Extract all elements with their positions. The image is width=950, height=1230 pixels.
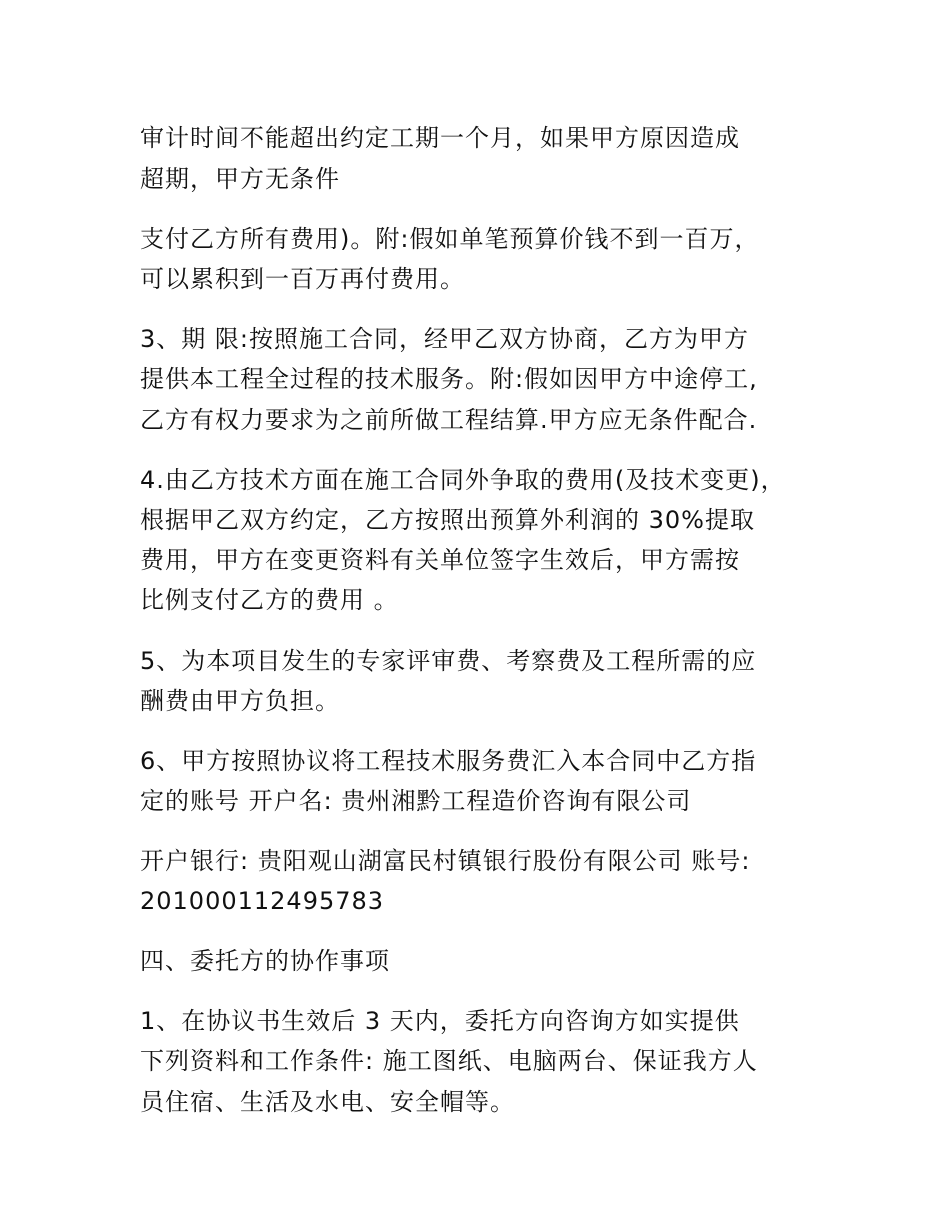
text-line: 超期，甲方无条件 (140, 165, 340, 193)
text-line: 根据甲乙双方约定，乙方按照出预算外利润的 30%提取 (140, 506, 755, 534)
text-line: 支付乙方所有费用)。附:假如单笔预算价钱不到一百万， (140, 225, 760, 253)
text-line: 费用，甲方在变更资料有关单位签字生效后，甲方需按 (140, 546, 740, 574)
section-heading: 四、委托方的协作事项 (140, 947, 390, 975)
text-line: 审计时间不能超出约定工期一个月，如果甲方原因造成 (140, 124, 740, 152)
text-line: 下列资料和工作条件: 施工图纸、电脑两台、保证我方人 (140, 1047, 758, 1075)
text-line: 酬费由甲方负担。 (140, 687, 340, 715)
text-line: 1、在协议书生效后 3 天内，委托方向咨询方如实提供 (140, 1007, 740, 1035)
text-line: 比例支付乙方的费用 。 (140, 586, 399, 614)
text-line: 定的账号 开户名: 贵州湘黔工程造价咨询有限公司 (140, 787, 692, 815)
text-line: 乙方有权力要求为之前所做工程结算.甲方应无条件配合. (140, 406, 758, 434)
text-line: 6、甲方按照协议将工程技术服务费汇入本合同中乙方指 (140, 747, 757, 775)
text-line: 5、为本项目发生的专家评审费、考察费及工程所需的应 (140, 647, 757, 675)
text-line: 提供本工程全过程的技术服务。附:假如因甲方中途停工, (140, 365, 758, 393)
text-line: 4.由乙方技术方面在施工合同外争取的费用(及技术变更)， (140, 466, 786, 494)
text-line: 3、期 限:按照施工合同，经甲乙双方协商，乙方为甲方 (140, 325, 749, 353)
text-line: 201000112495783 (140, 887, 385, 915)
text-line: 开户银行: 贵阳观山湖富民村镇银行股份有限公司 账号: (140, 847, 751, 875)
text-line: 员住宿、生活及水电、安全帽等。 (140, 1088, 515, 1116)
text-line: 可以累积到一百万再付费用。 (140, 265, 465, 293)
